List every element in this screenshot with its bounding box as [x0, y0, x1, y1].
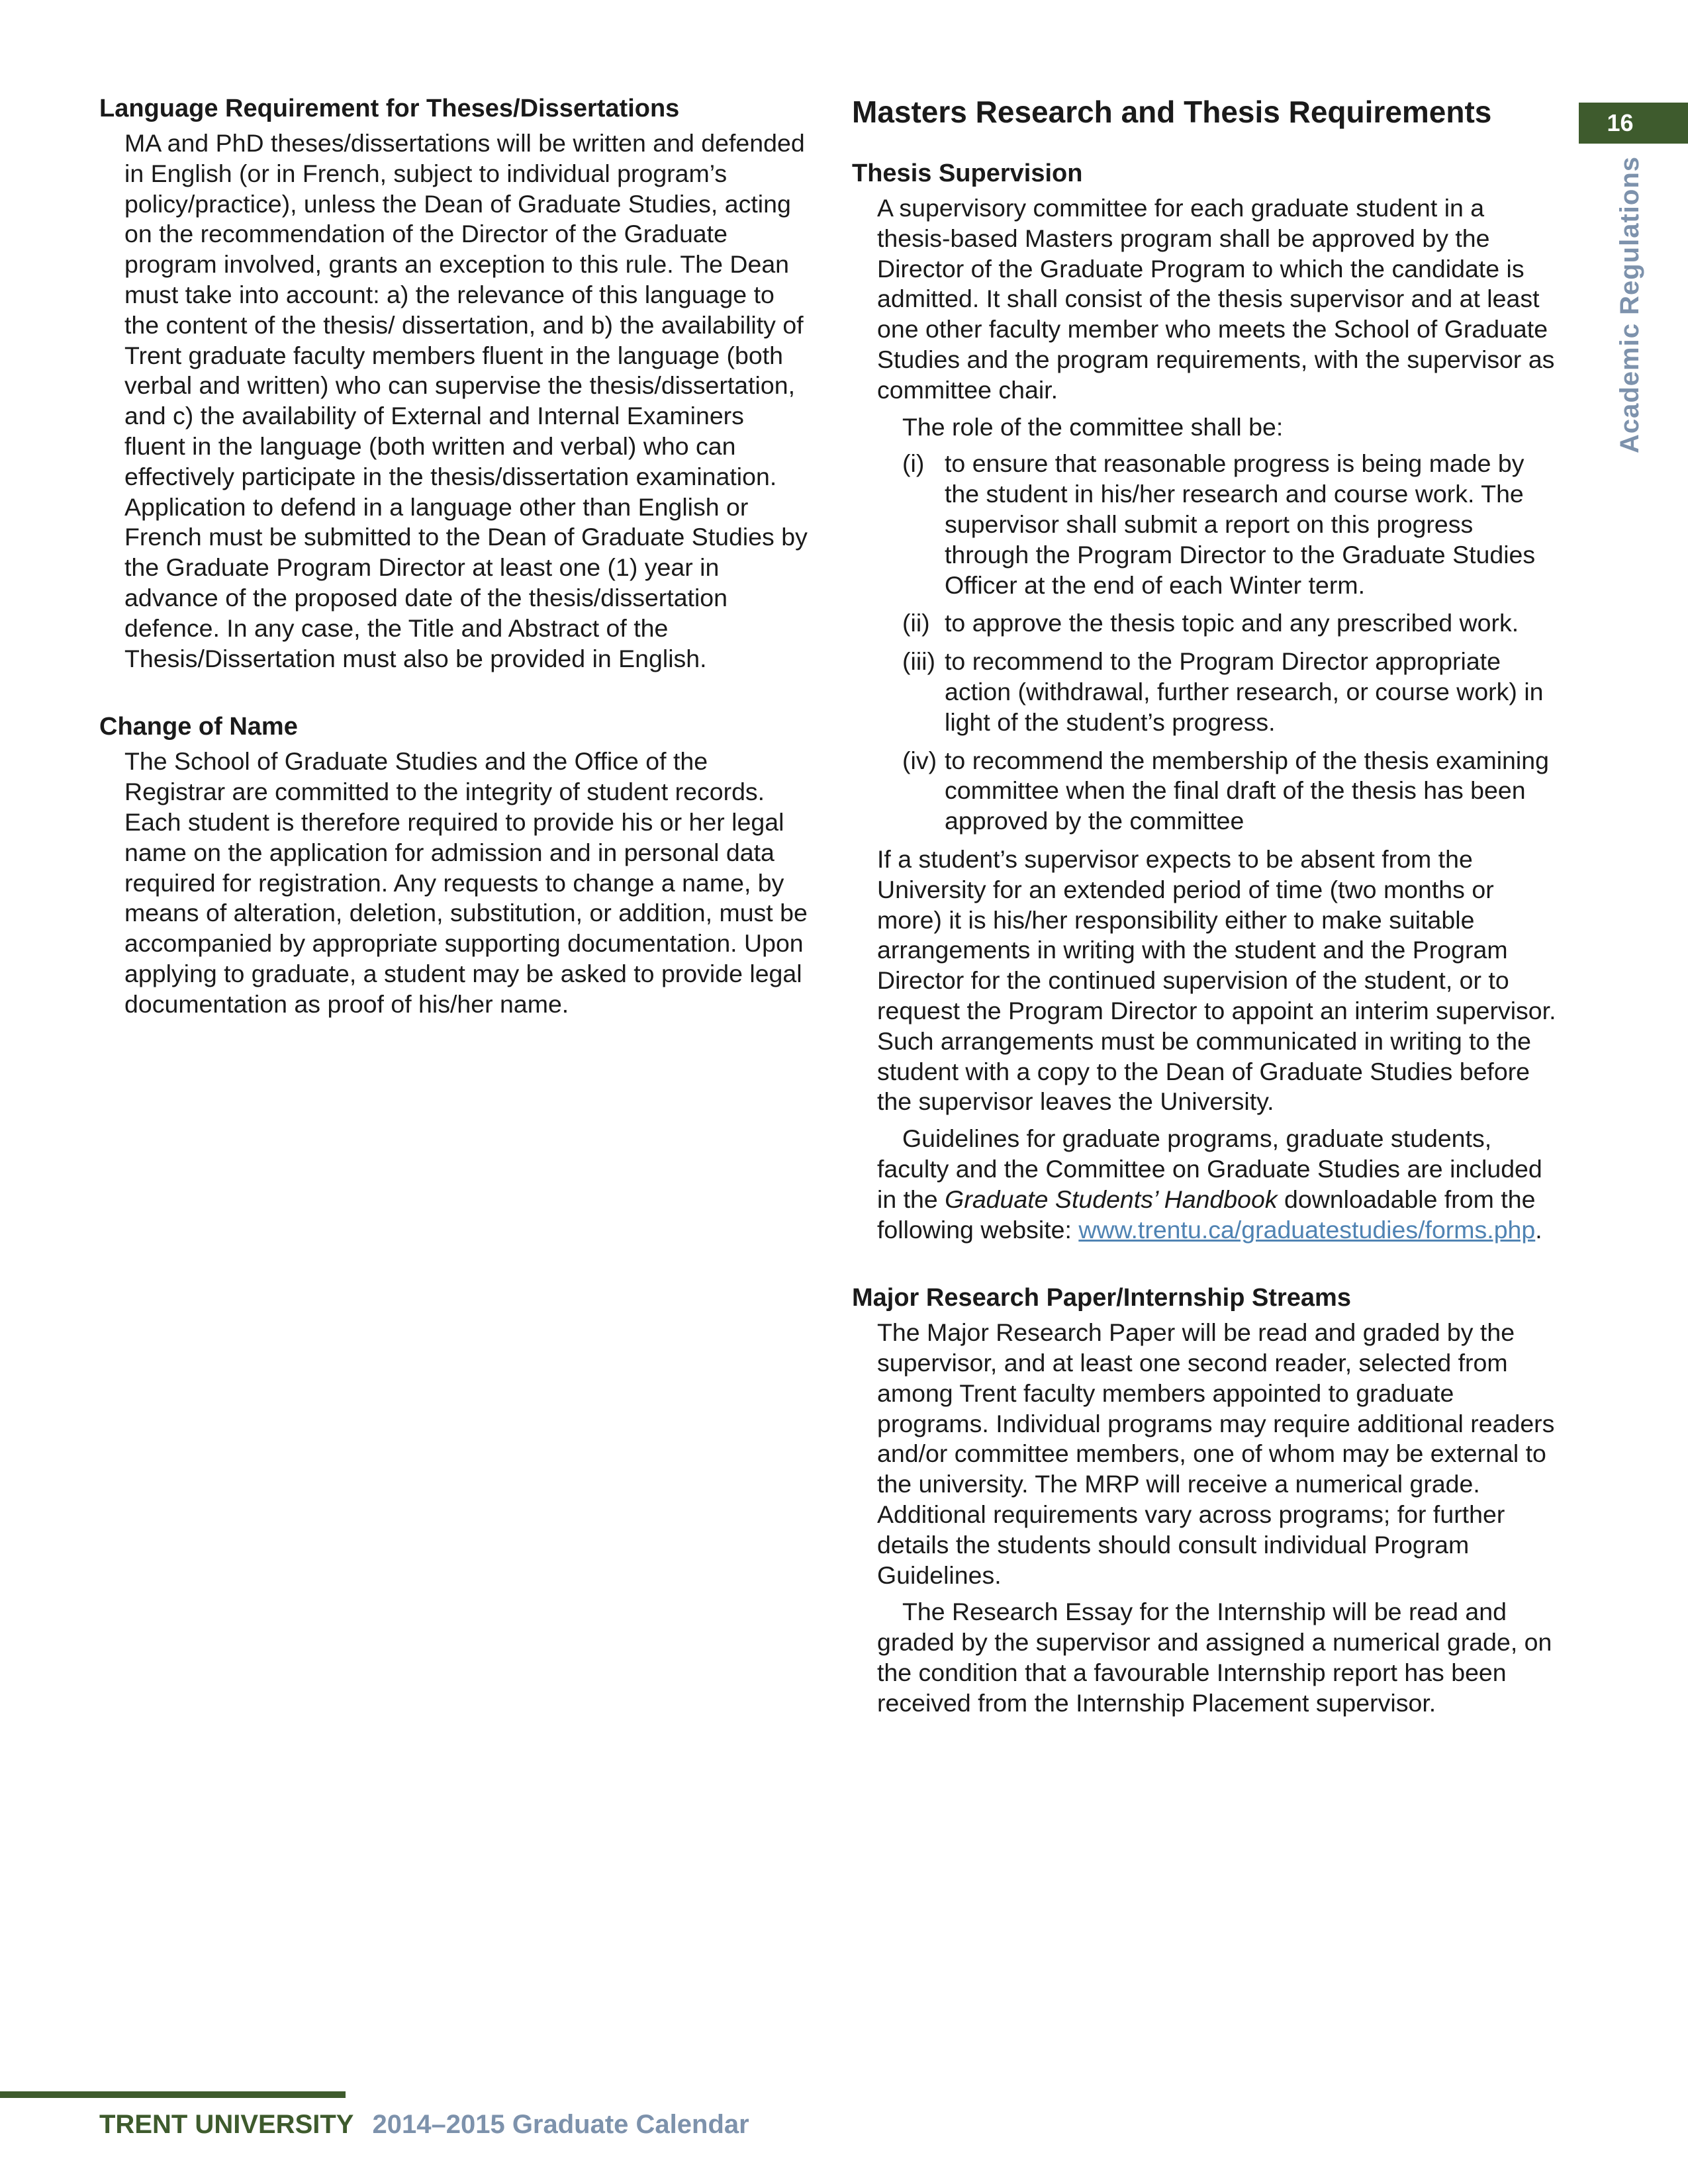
- guidelines-text-a: Guidelines for graduate programs, graduate students, faculty and the Committee on Graduate Studies are included in the: [877, 1124, 1542, 1213]
- list-item: [877, 746, 1560, 837]
- page-number: 16: [1607, 109, 1634, 136]
- list-item: [877, 449, 1560, 600]
- footer-calendar: 2014–2015 Graduate Calendar: [372, 2110, 749, 2139]
- research-essay-paragraph: The Research Essay for the Internship will be read and graded by the supervisor and assigned a numerical grade, on the condition that a favourable Internship report has been received from the Internship Placement supervisor.: [877, 1598, 1552, 1717]
- list-item-text: to recommend to the Program Director appropriate action (withdrawal, further research, or course work) in light of the student’s progress.: [945, 647, 1544, 736]
- right-column: [852, 93, 1560, 1725]
- footer-university: TRENT UNIVERSITY: [99, 2110, 354, 2139]
- page-title: Masters Research and Thesis Requirements: [852, 95, 1492, 129]
- left-column: [99, 93, 808, 1026]
- list-item-number: (iv): [902, 746, 937, 774]
- list-item-text: to approve the thesis topic and any prescribed work.: [945, 609, 1519, 637]
- list-item-number: (i): [902, 449, 925, 478]
- thesis-supervision-section: [852, 158, 1560, 1245]
- guidelines-end: .: [1535, 1215, 1542, 1244]
- language-requirement-section: [99, 93, 808, 674]
- mrp-internship-section: [852, 1282, 1560, 1718]
- footer: [99, 2110, 749, 2140]
- footer-rule: [0, 2091, 346, 2098]
- list-item: [877, 608, 1560, 639]
- change-of-name-heading: Change of Name: [99, 713, 298, 741]
- page-number-badge: [1579, 103, 1688, 144]
- thesis-supervision-paragraph: A supervisory committee for each graduate student in a thesis-based Masters program shall be approved by the Director of the Graduate Program to which the candidate is admitted. It shall consist of the thesis supervisor and at least one other faculty member who meets the School of Graduate Studies and the program requirements, with the supervisor as committee chair.: [877, 194, 1555, 404]
- committee-role-list: [877, 449, 1560, 837]
- list-item-text: to recommend the membership of the thesis examining committee when the final draft of the thesis has been approved by the committee: [945, 746, 1549, 835]
- section-side-label: Academic Regulations: [1615, 156, 1644, 453]
- guidelines-paragraph: [877, 1124, 1560, 1245]
- supervisor-absence-paragraph: If a student’s supervisor expects to be absent from the University for an extended period of time (two months or more) it is his/her responsibility either to make suitable arrangements in writing with the student and the Program Director for the continued supervision of the student, or to request the Program Director to appoint an interim supervisor. Such arrangements must be communicated in writing to the student with a copy to the Dean of Graduate Studies before the supervisor leaves the University.: [877, 844, 1556, 1116]
- change-of-name-body: The School of Graduate Studies and the Office of the Registrar are committed to the integrity of student records. Each student is therefore required to provide his or her legal name on the application for admission and in personal data required for registration. Any requests to change a name, by means of alteration, deletion, substitution, or addition, must be accompanied by appropriate supporting documentation. Upon applying to graduate, a student may be asked to provide legal documentation as proof of his/her name.: [124, 747, 808, 1018]
- list-item-number: (ii): [902, 609, 930, 637]
- guidelines-text-b: downloadable from the following website:: [877, 1185, 1536, 1244]
- list-item: [877, 647, 1560, 737]
- thesis-supervision-heading: Thesis Supervision: [852, 159, 1083, 187]
- mrp-paragraph: The Major Research Paper will be read and graded by the supervisor, and at least one second reader, selected from among Trent faculty members appointed to graduate programs. Individual programs may require additional readers and/or committee members, one of whom may be external to the university. The MRP will receive a numerical grade. Additional requirements vary across programs; for further details the students should consult individual Program Guidelines.: [877, 1318, 1555, 1589]
- list-item-number: (iii): [902, 647, 935, 676]
- change-of-name-section: [99, 711, 808, 1019]
- handbook-title: Graduate Students’ Handbook: [945, 1185, 1278, 1213]
- mrp-internship-heading: Major Research Paper/Internship Streams: [852, 1284, 1351, 1312]
- language-requirement-body: MA and PhD theses/dissertations will be written and defended in English (or in French, subject to individual program’s policy/practice), unless the Dean of Graduate Studies, acting on the recommendation of the Director of the Graduate program involved, grants an exception to this rule. The Dean must take into account: a) the relevance of this language to the content of the thesis/ dissertation, and b) the availability of Trent graduate faculty members fluent in the language (both verbal and written) who can supervise the thesis/dissertation, and c) the availability of External and Internal Examiners fluent in the language (both written and verbal) who can effectively participate in the thesis/dissertation examination. Application to defend in a language other than English or French must be submitted to the Dean of Graduate Studies by the Graduate Program Director at least one (1) year in advance of the proposed date of the thesis/dissertation defence. In any case, the Title and Abstract of the Thesis/Dissertation must also be provided in English.: [124, 129, 808, 672]
- forms-link[interactable]: www.trentu.ca/graduatestudies/forms.php: [1078, 1215, 1536, 1244]
- list-item-text: to ensure that reasonable progress is being made by the student in his/her research and course work. The supervisor shall submit a report on this progress through the Program Director to the Graduate Studies Officer at the end of each Winter term.: [945, 449, 1536, 599]
- language-requirement-heading: Language Requirement for Theses/Dissertations: [99, 95, 680, 122]
- committee-role-intro: The role of the committee shall be:: [902, 412, 1284, 441]
